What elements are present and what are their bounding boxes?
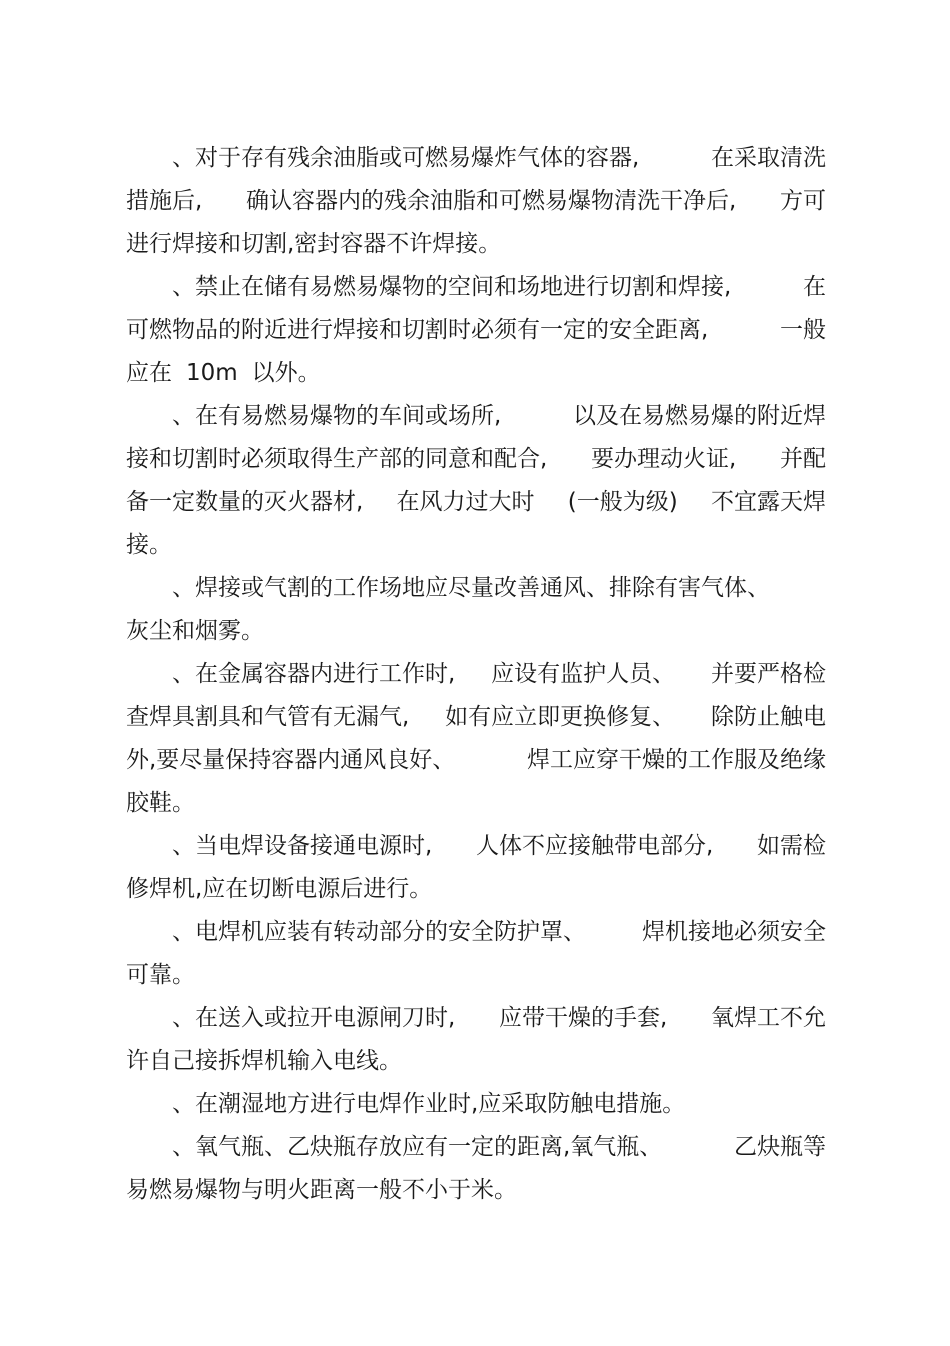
text-line (126, 266, 826, 309)
text-line (126, 653, 826, 696)
text-line (126, 1040, 826, 1083)
text-segment: 应带干燥的手套, (499, 1005, 668, 1031)
text-segment: 可靠。 (126, 962, 195, 988)
paragraph (126, 1083, 826, 1126)
text-segment: 要办理动火证, (591, 446, 737, 472)
text-segment: 除防止触电 (711, 704, 826, 730)
text-segment: 在采取清洗 (711, 145, 826, 171)
text-line (126, 352, 826, 395)
text-segment: 应设有监护人员、 (491, 661, 676, 687)
text-segment: 焊工应穿干燥的工作服及绝缘 (527, 747, 826, 773)
text-line (126, 524, 826, 567)
text-line (126, 911, 826, 954)
text-line (126, 309, 826, 352)
paragraph (126, 997, 826, 1083)
text-segment: 应在 (126, 360, 172, 386)
text-segment: 如有应立即更换修复、 (445, 704, 676, 730)
text-line (126, 868, 826, 911)
text-segment: 许自己接拆焊机输入电线。 (126, 1048, 402, 1074)
text-segment: 以外。 (251, 360, 321, 386)
text-line (126, 137, 826, 180)
text-segment: 乙炔瓶等 (734, 1134, 826, 1160)
text-line (126, 481, 826, 524)
text-segment: 、对于存有残余油脂或可燃易爆炸气体的容器, (172, 145, 640, 171)
paragraph (126, 567, 826, 653)
text-line (126, 223, 826, 266)
text-segment: 、在送入或拉开电源闸刀时, (172, 1005, 456, 1031)
text-segment: 易燃易爆物与明火距离一般不小于米。 (126, 1177, 517, 1203)
text-line (126, 395, 826, 438)
document-body (126, 137, 826, 1212)
text-segment: 胶鞋。 (126, 790, 195, 816)
text-segment: 在 (803, 274, 826, 300)
text-segment: 外,要尽量保持容器内通风良好、 (126, 747, 456, 773)
paragraph (126, 266, 826, 395)
paragraph (126, 825, 826, 911)
text-segment: 确认容器内的残余油脂和可燃易爆物清洗干净后, (246, 188, 737, 214)
text-segment: 接。 (126, 532, 172, 558)
text-segment: 并配 (780, 446, 826, 472)
text-segment: 可燃物品的附近进行焊接和切割时必须有一定的安全距离, (126, 317, 709, 343)
text-segment: 氧焊工不允 (711, 1005, 826, 1031)
text-segment: 10m (186, 360, 238, 386)
text-segment: 、氧气瓶、乙炔瓶存放应有一定的距离,氧气瓶、 (172, 1134, 663, 1160)
text-line (126, 1169, 826, 1212)
text-segment: 不宜露天焊 (710, 489, 826, 515)
text-segment: 以及在易燃易爆的附近焊 (573, 403, 826, 429)
text-line (126, 997, 826, 1040)
text-line (126, 180, 826, 223)
text-segment: 接和切割时必须取得生产部的同意和配合, (126, 446, 548, 472)
text-segment: 查焊具割具和气管有无漏气, (126, 704, 410, 730)
text-segment: 如需检 (757, 833, 826, 859)
text-segment: 、在潮湿地方进行电焊作业时,应采取防触电措施。 (172, 1091, 686, 1117)
paragraph (126, 395, 826, 567)
text-segment: 人体不应接触带电部分, (476, 833, 714, 859)
paragraph (126, 911, 826, 997)
text-segment: 备一定数量的灭火器材, (126, 489, 364, 515)
text-segment: 焊机接地必须安全 (642, 919, 826, 945)
text-segment: 修焊机,应在切断电源后进行。 (126, 876, 433, 902)
paragraph (126, 1126, 826, 1212)
text-segment: 、电焊机应装有转动部分的安全防护罩、 (172, 919, 586, 945)
text-line (126, 1083, 826, 1126)
text-segment: 、在金属容器内进行工作时, (172, 661, 456, 687)
text-segment: 一般 (780, 317, 826, 343)
text-line (126, 438, 826, 481)
text-segment: 措施后, (126, 188, 203, 214)
text-segment: 并要严格检 (711, 661, 826, 687)
paragraph (126, 137, 826, 266)
text-line (126, 782, 826, 825)
text-segment: 、在有易燃易爆物的车间或场所, (172, 403, 502, 429)
text-line (126, 567, 826, 610)
text-segment: 在风力过大时 (396, 489, 535, 515)
text-line (126, 825, 826, 868)
text-line (126, 1126, 826, 1169)
text-segment: 进行焊接和切割,密封容器不许焊接。 (126, 231, 502, 257)
text-line (126, 696, 826, 739)
text-line (126, 610, 826, 653)
text-segment: (一般为级) (567, 489, 678, 515)
text-segment: 灰尘和烟雾。 (126, 618, 264, 644)
text-segment: 、当电焊设备接通电源时, (172, 833, 433, 859)
text-line (126, 739, 826, 782)
text-segment: 、焊接或气割的工作场地应尽量改善通风、排除有害气体、 (172, 575, 770, 601)
text-segment: 、禁止在储有易燃易爆物的空间和场地进行切割和焊接, (172, 274, 732, 300)
text-segment: 方可 (780, 188, 826, 214)
text-line (126, 954, 826, 997)
paragraph (126, 653, 826, 825)
